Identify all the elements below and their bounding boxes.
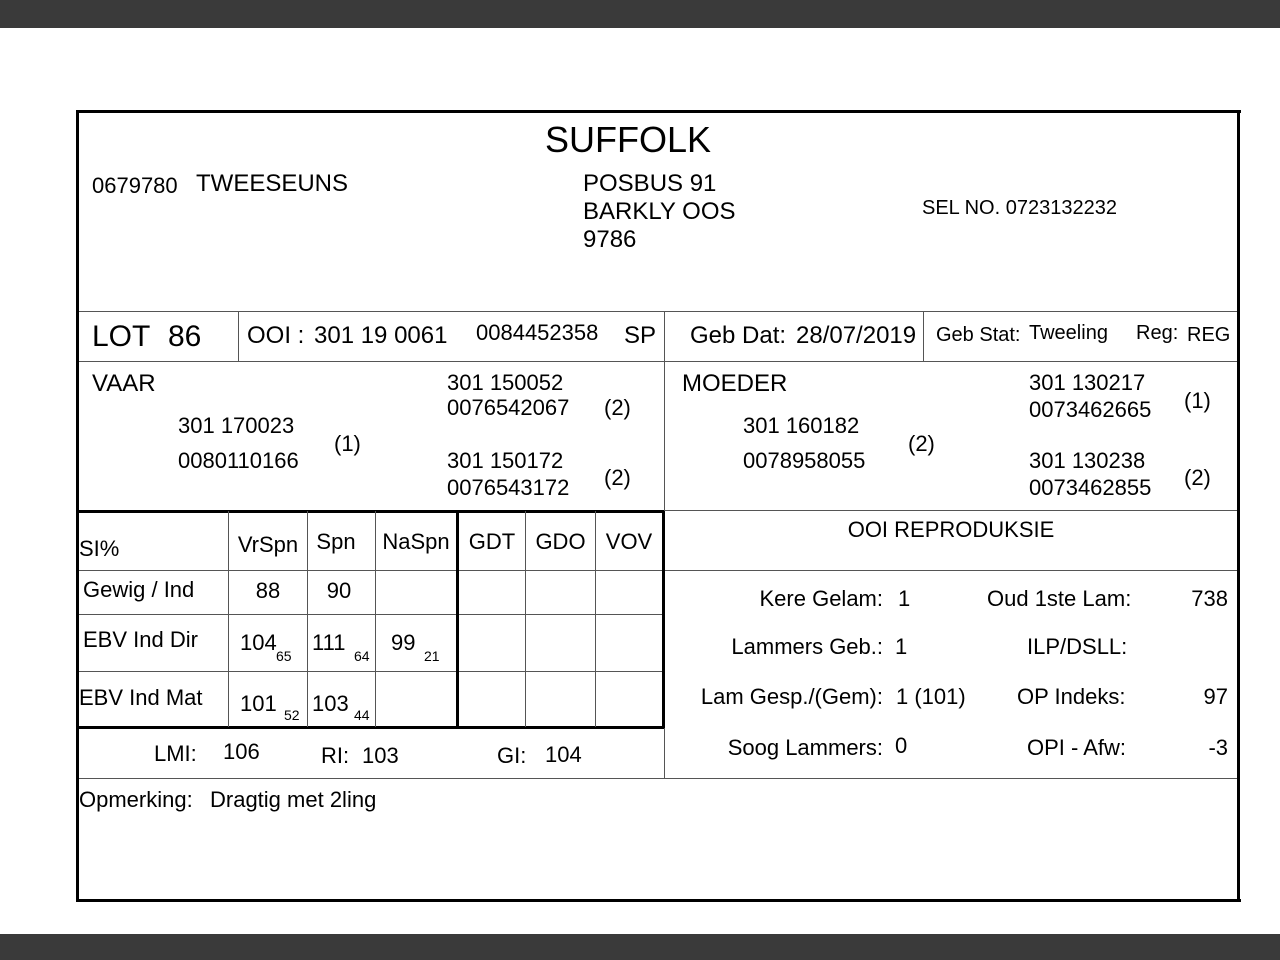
ri-label: RI: — [321, 743, 350, 768]
sire-label: VAAR — [92, 370, 156, 397]
remark-text: Dragtig met 2ling — [210, 787, 377, 812]
owner-name: TWEESEUNS — [196, 170, 349, 197]
address-line2: BARKLY OOS — [583, 198, 736, 225]
birth-date: 28/07/2019 — [796, 322, 917, 349]
lmi-value: 106 — [223, 739, 260, 764]
divider-row1 — [79, 614, 663, 615]
sel-no: SEL NO. 0723132232 — [922, 197, 1117, 219]
op-value: 97 — [1203, 684, 1228, 709]
owner-code: 0679780 — [92, 173, 178, 198]
ebv-dir-spn-acc: 64 — [354, 648, 370, 664]
ebv-mat-spn: 103 — [312, 691, 349, 716]
table-header-gdo: GDO — [535, 529, 586, 554]
dam-dam-mark: (2) — [1184, 465, 1211, 490]
address-line3: 9786 — [583, 226, 637, 253]
row-label-ebv-mat: EBV Ind Mat — [79, 685, 203, 710]
divider-table-header — [79, 570, 1237, 571]
ebv-mat-vrspn-acc: 52 — [284, 707, 300, 723]
divider-remarks-top — [79, 778, 1237, 779]
lam-gesp-value: 1 (101) — [896, 684, 966, 709]
divider-lot-bottom — [79, 361, 1237, 362]
oud-label: Oud 1ste Lam: — [987, 586, 1132, 611]
ewe-id: 301 19 0061 — [314, 322, 448, 349]
opi-value: -3 — [1208, 735, 1228, 760]
sire-mark: (1) — [334, 431, 361, 456]
divider-lot-top — [79, 311, 1237, 312]
gewig-vrspn: 88 — [255, 578, 281, 603]
sire-id: 301 170023 — [178, 413, 295, 438]
sire-reg-no: 0080110166 — [178, 448, 299, 473]
dam-mark: (2) — [908, 431, 935, 456]
dam-sire-reg-no: 0073462665 — [1029, 397, 1152, 422]
ilp-label: ILP/DSLL: — [1027, 634, 1128, 659]
birth-status: Tweeling — [1029, 322, 1108, 344]
ri-value: 103 — [362, 743, 399, 768]
ewe-suffix: SP — [624, 322, 657, 349]
remark-label: Opmerking: — [79, 787, 193, 812]
lammers-geb-label: Lammers Geb.: — [731, 634, 883, 659]
opi-label: OPI - Afw: — [1027, 735, 1127, 760]
sire-dam-reg-no: 0076543172 — [447, 475, 570, 500]
dam-reg-no: 0078958055 — [743, 448, 866, 473]
lot-number: 86 — [168, 320, 202, 353]
lmi-label: LMI: — [154, 741, 197, 766]
gi-value: 104 — [545, 742, 582, 767]
ebv-dir-vrspn-acc: 65 — [276, 648, 292, 664]
divider-geb-stat — [923, 311, 924, 361]
soog-label: Soog Lammers: — [727, 735, 883, 760]
sire-sire-mark: (2) — [604, 395, 631, 420]
reg-label: Reg: — [1136, 322, 1179, 344]
reg-value: REG — [1187, 324, 1231, 346]
border-bottom — [76, 899, 1241, 902]
lam-gesp-label: Lam Gesp./(Gem): — [700, 684, 883, 709]
oud-value: 738 — [1191, 586, 1228, 611]
reproduction-title: OOI REPRODUKSIE — [847, 517, 1055, 542]
sire-dam-id: 301 150172 — [447, 448, 564, 473]
dam-sire-id: 301 130217 — [1029, 370, 1146, 395]
sire-sire-reg-no: 0076542067 — [447, 395, 570, 420]
row-label-ebv-dir: EBV Ind Dir — [83, 627, 198, 652]
sire-dam-mark: (2) — [604, 465, 631, 490]
ebv-dir-spn: 111 — [312, 630, 346, 655]
table-header-gdt: GDT — [468, 529, 516, 554]
op-label: OP Indeks: — [1017, 684, 1126, 709]
ebv-dir-naspn-acc: 21 — [424, 648, 440, 664]
address-line1: POSBUS 91 — [583, 170, 717, 197]
lot-label: LOT — [92, 320, 151, 353]
table-header-spn: Spn — [316, 529, 356, 554]
dam-dam-reg-no: 0073462855 — [1029, 475, 1152, 500]
birth-status-label: Geb Stat: — [936, 324, 1021, 346]
birth-date-label: Geb Dat: — [690, 322, 787, 349]
border-right — [1237, 110, 1240, 902]
ebv-dir-naspn: 99 — [391, 630, 416, 655]
table-header-vov: VOV — [605, 529, 653, 554]
border-left — [76, 110, 79, 902]
dam-dam-id: 301 130238 — [1029, 448, 1146, 473]
table-header-si: SI% — [79, 536, 120, 561]
kere-gelam-value: 1 — [898, 586, 911, 611]
border-top — [76, 110, 1241, 113]
ebv-mat-spn-acc: 44 — [354, 707, 370, 723]
kere-gelam-label: Kere Gelam: — [759, 586, 883, 611]
table-top-border — [79, 510, 665, 513]
ebv-dir-vrspn: 104 — [240, 630, 277, 655]
table-bottom-border — [79, 726, 665, 729]
dam-sire-mark: (1) — [1184, 388, 1211, 413]
gewig-spn: 90 — [326, 578, 352, 603]
gi-label: GI: — [497, 743, 527, 768]
sire-sire-id: 301 150052 — [447, 370, 564, 395]
table-header-naspn: NaSpn — [382, 529, 450, 554]
lammers-geb-value: 1 — [895, 634, 908, 659]
dam-id: 301 160182 — [743, 413, 860, 438]
ewe-reg-no: 0084452358 — [476, 320, 599, 345]
dam-label: MOEDER — [682, 370, 788, 397]
row-label-gewig: Gewig / Ind — [83, 577, 195, 602]
ebv-mat-vrspn: 101 — [240, 691, 277, 716]
soog-value: 0 — [895, 733, 908, 758]
divider-row2 — [79, 671, 663, 672]
ewe-label: OOI : — [247, 322, 305, 349]
table-header-vrspn: VrSpn — [237, 532, 299, 557]
breed-title: SUFFOLK — [544, 119, 712, 160]
divider-lot-ooi — [238, 311, 239, 361]
